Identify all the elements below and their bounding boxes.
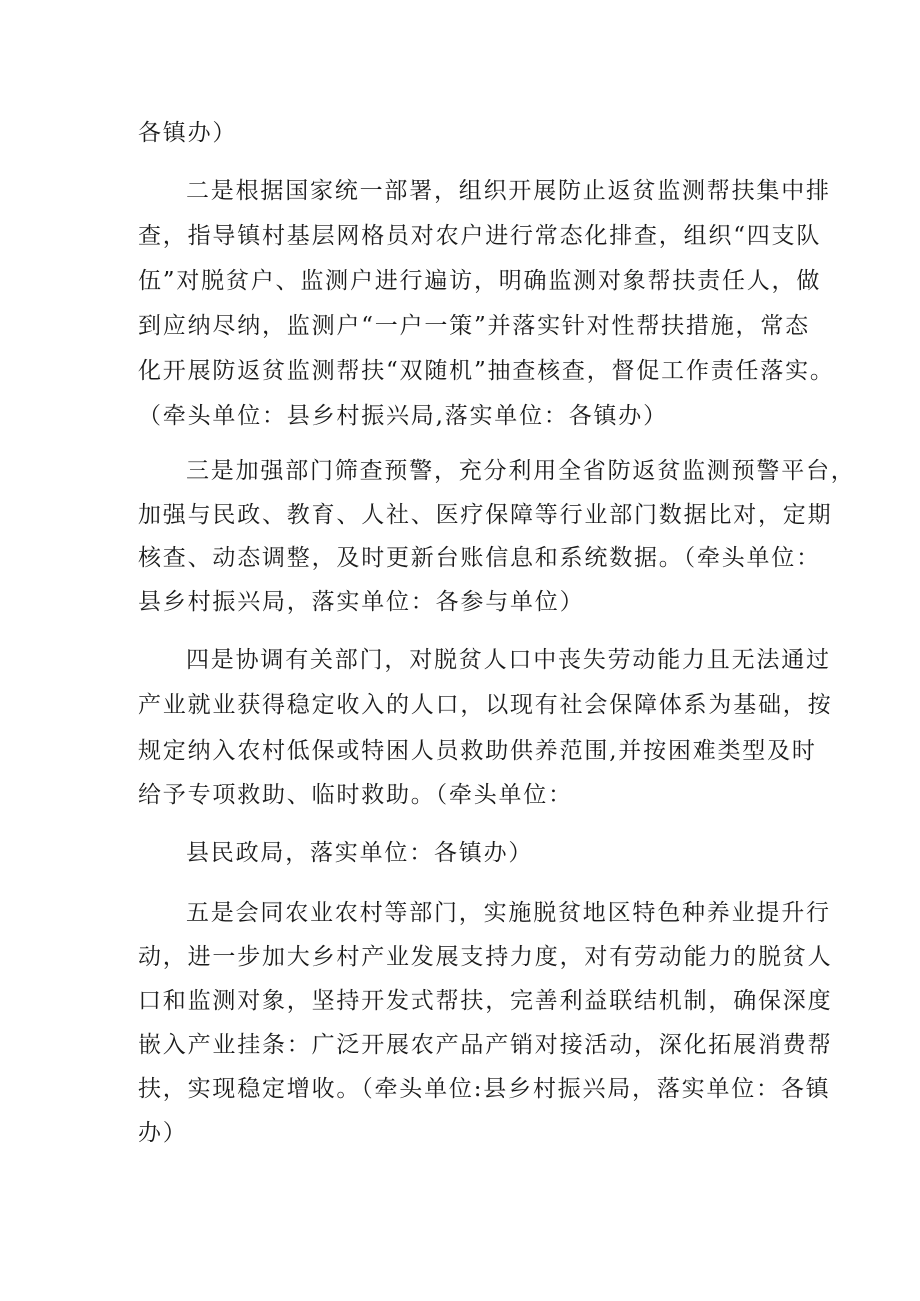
- text-line: 规定纳入农村低保或特困人员救助供养范围,并按困难类型及时: [138, 738, 817, 764]
- text-line: 产业就业获得稳定收入的人口，以现有社会保障体系为基础，按: [138, 692, 833, 718]
- text-line: 嵌入产业挂条：广泛开展农产品产销对接活动，深化拓展消费帮: [138, 1032, 833, 1058]
- text-line: （牵头单位：县乡村振兴局,落实单位：各镇办）: [138, 403, 668, 429]
- text-line: 各镇办）: [138, 120, 238, 146]
- text-line: 二是根据国家统一部署，组织开展防止返贫监测帮扶集中排: [186, 178, 831, 204]
- text-line: 三是加强部门筛查预警，充分利用全省防返贫监测预警平台，: [186, 458, 856, 484]
- text-line: 核查、动态调整，及时更新台账信息和系统数据。（牵头单位：: [138, 545, 821, 571]
- text-line: 县乡村振兴局，落实单位：各参与单位）: [138, 589, 585, 615]
- text-line: 查，指导镇村基层网格员对农户进行常态化排查，组织“四支队: [138, 223, 822, 249]
- text-line: 加强与民政、教育、人社、医疗保障等行业部门数据比对，定期: [138, 502, 833, 528]
- text-line: 伍”对脱贫户、监测户进行遍访，明确监测对象帮扶责任人，做: [138, 268, 822, 294]
- text-line: 五是会同农业农村等部门，实施脱贫地区特色种养业提升行: [186, 900, 831, 926]
- text-line: 四是协调有关部门，对脱贫人口中丧失劳动能力且无法通过: [186, 647, 831, 673]
- text-line: 县民政局，落实单位：各镇办）: [186, 840, 534, 866]
- text-line: 给予专项救助、临时救助。（牵头单位：: [138, 782, 573, 808]
- text-line: 扶，实现稳定增收。（牵头单位:县乡村振兴局，落实单位：各镇: [138, 1076, 831, 1102]
- text-line: 口和监测对象，坚持开发式帮扶，完善利益联结机制，确保深度: [138, 988, 833, 1014]
- text-line: 化开展防返贫监测帮扶“双随机”抽查核查，督促工作责任落实。: [138, 358, 835, 384]
- text-line: 办）: [138, 1120, 188, 1146]
- text-line: 动，进一步加大乡村产业发展支持力度，对有劳动能力的脱贫人: [138, 944, 833, 970]
- text-line: 到应纳尽纳，监测户“一户一策”并落实针对性帮扶措施，常态: [138, 313, 810, 339]
